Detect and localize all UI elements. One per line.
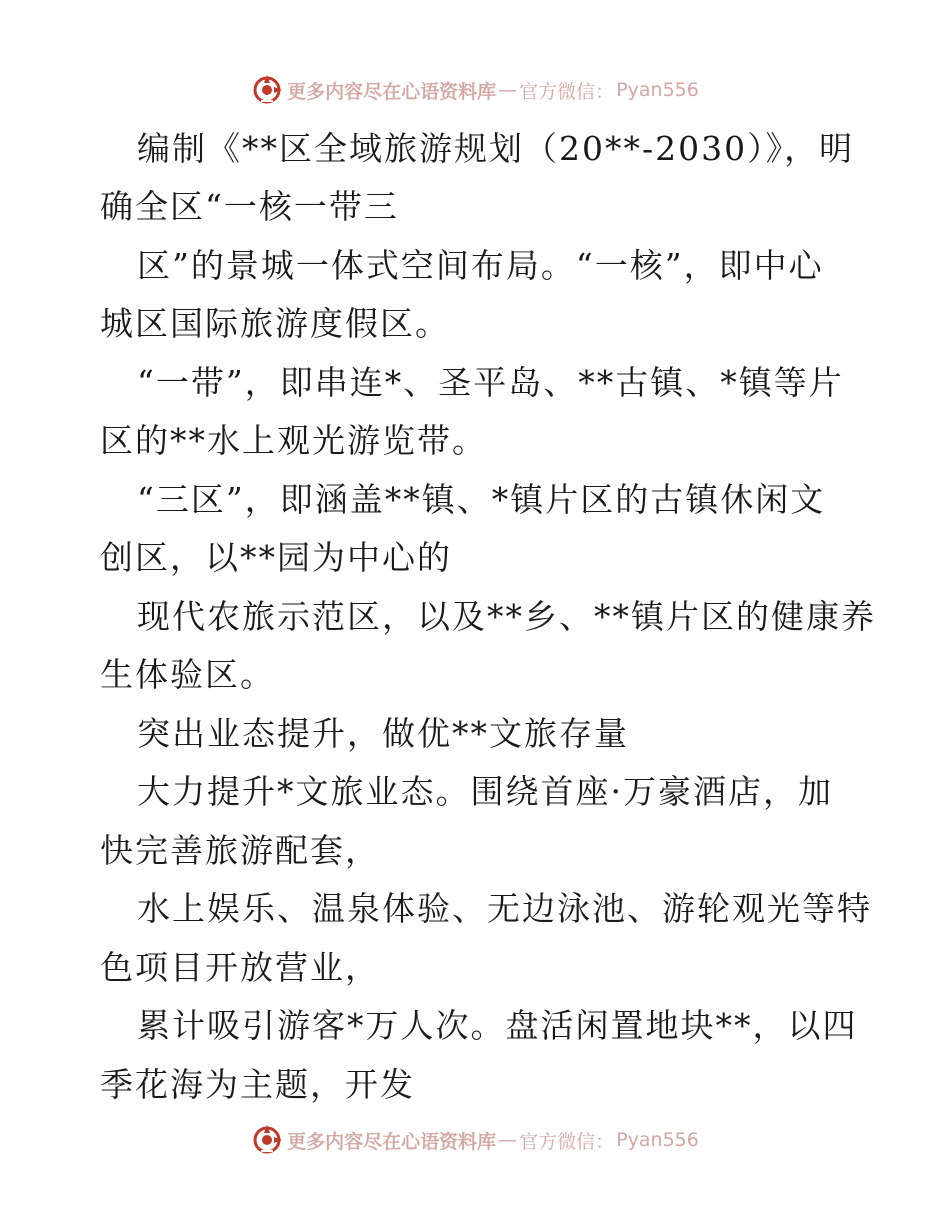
paragraph-line: 快完善旅游配套，	[100, 831, 380, 870]
watermark-main-text: 更多内容尽在心语资料库	[287, 1130, 497, 1153]
seal-logo-icon	[251, 74, 283, 106]
seal-logo-icon	[251, 1124, 283, 1156]
paragraph-line: “三区”，即涵盖**镇、*镇片区的古镇休闲文	[137, 480, 826, 519]
paragraph-line: 水上娱乐、温泉体验、无边泳池、游轮观光等特	[137, 889, 872, 928]
watermark-account: Pyan556	[616, 79, 699, 101]
paragraph-line: 创区，以**园为中心的	[100, 538, 452, 577]
paragraph-line: 区”的景城一体式空间布局。“一核”，即中心	[137, 246, 824, 285]
watermark-header	[0, 70, 950, 110]
paragraph-line: 现代农旅示范区，以及**乡、**镇片区的健康养	[137, 597, 876, 636]
paragraph-line: 城区国际旅游度假区。	[100, 304, 450, 343]
watermark-dash: —	[498, 1129, 518, 1151]
watermark-account: Pyan556	[616, 1129, 699, 1151]
paragraph-line: 生体验区。	[100, 655, 275, 694]
paragraph-line: 区的**水上观光游览带。	[100, 421, 487, 460]
watermark-main-text: 更多内容尽在心语资料库	[287, 80, 497, 103]
paragraph-line: 大力提升*文旅业态。围绕首座·万豪酒店，加	[137, 772, 833, 811]
paragraph-line: 色项目开放营业，	[100, 948, 380, 987]
watermark-label: 官方微信：	[519, 80, 615, 103]
paragraph-line: “一带”，即串连*、圣平岛、**古镇、*镇等片	[137, 363, 844, 402]
watermark-footer	[0, 1120, 950, 1160]
paragraph-line: 季花海为主题，开发	[100, 1065, 415, 1104]
paragraph-line: 累计吸引游客*万人次。盘活闲置地块**，以四	[137, 1006, 858, 1045]
watermark-label: 官方微信：	[519, 1130, 615, 1153]
section-heading: 突出业态提升，做优**文旅存量	[137, 714, 629, 753]
paragraph-line: 确全区“一核一带三	[100, 187, 399, 226]
paragraph-line: 编制《**区全域旅游规划（20**-2030）》，明	[137, 129, 855, 168]
watermark-dash: —	[498, 79, 518, 101]
